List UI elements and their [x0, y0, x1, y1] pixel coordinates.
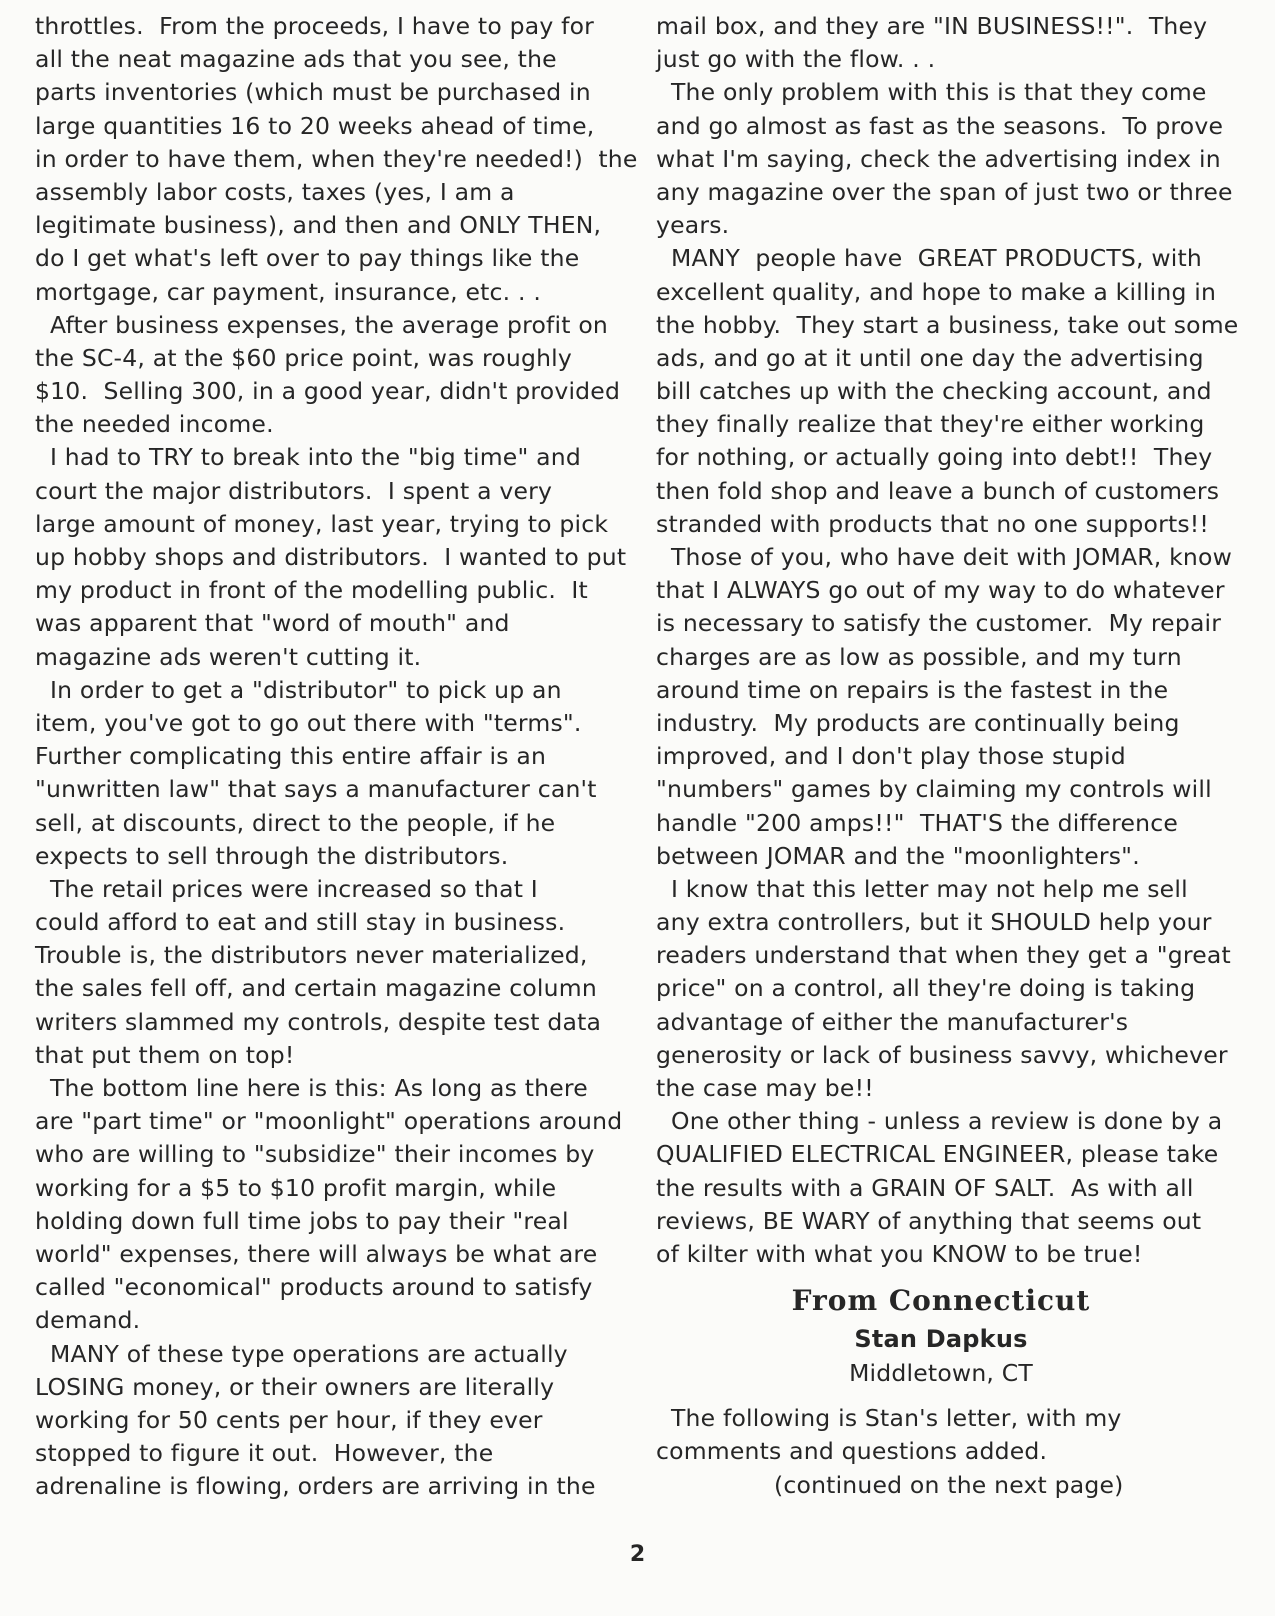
section-heading: From Connecticut: [791, 1284, 1091, 1318]
page-number: 2: [629, 1542, 646, 1567]
text-line: is necessary to satisfy the customer. My repair: [656, 609, 1222, 638]
text-line: of kilter with what you KNOW to be true!: [656, 1239, 1143, 1268]
text-line: industry. My products are continually being: [656, 708, 1180, 737]
continued-note: (continued on the next page): [774, 1470, 1124, 1499]
text-line: any extra controllers, but it SHOULD help your: [656, 908, 1212, 937]
text-line: mortgage, car payment, insurance, etc. . .: [35, 277, 542, 306]
text-line: comments and questions added.: [656, 1437, 1048, 1466]
right-column-body: [656, 10, 1239, 1271]
text-line: "numbers" games by claiming my controls will: [656, 775, 1212, 804]
text-line: readers understand that when they get a "great: [656, 941, 1231, 970]
text-line: around time on repairs is the fastest in the: [656, 675, 1169, 704]
text-line: who are willing to "subsidize" their incomes by: [35, 1140, 595, 1169]
text-line: QUALIFIED ELECTRICAL ENGINEER, please take: [656, 1140, 1219, 1169]
text-line: handle "200 amps!!" THAT'S the difference: [656, 808, 1178, 837]
text-line: The only problem with this is that they come: [671, 78, 1207, 107]
text-line: LOSING money, or their owners are literally: [35, 1372, 555, 1401]
letter-signature: [656, 1281, 1226, 1390]
text-line: parts inventories (which must be purchased in: [35, 78, 591, 107]
text-line: assembly labor costs, taxes (yes, I am a: [35, 177, 515, 206]
text-line: working for a $5 to $10 profit margin, while: [35, 1173, 557, 1202]
text-line: do I get what's left over to pay things like the: [35, 244, 580, 273]
text-line: expects to sell through the distributors.: [35, 841, 509, 870]
text-line: then fold shop and leave a bunch of customers: [656, 476, 1220, 505]
text-line: that put them on top!: [35, 1040, 295, 1069]
text-line: adrenaline is flowing, orders are arriving in the: [35, 1472, 596, 1501]
text-line: reviews, BE WARY of anything that seems out: [656, 1206, 1202, 1235]
text-line: the hobby. They start a business, take out some: [656, 310, 1239, 339]
text-line: bill catches up with the checking account, and: [656, 377, 1212, 406]
text-line: charges are as low as possible, and my turn: [656, 642, 1182, 671]
text-line: Trouble is, the distributors never materialized,: [35, 941, 588, 970]
text-line: I had to TRY to break into the "big time" and: [50, 443, 581, 472]
text-line: In order to get a "distributor" to pick up an: [50, 675, 562, 704]
text-line: The bottom line here is this: As long as there: [50, 1074, 588, 1102]
text-line: Further complicating this entire affair is an: [35, 742, 547, 771]
text-line: are "part time" or "moonlight" operations around: [35, 1107, 623, 1136]
text-line: stranded with products that no one supports!!: [656, 509, 1210, 538]
author-location: Middletown, CT: [849, 1359, 1033, 1388]
text-line: writers slammed my controls, despite test data: [35, 1007, 602, 1036]
text-line: legitimate business), and then and ONLY THEN,: [35, 211, 602, 240]
text-line: throttles. From the proceeds, I have to pay for: [35, 12, 595, 40]
text-line: I know that this letter may not help me sell: [671, 874, 1188, 903]
right-column: [656, 10, 1239, 1502]
text-line: improved, and I don't play those stupid: [656, 742, 1126, 771]
text-line: sell, at discounts, direct to the people, if he: [35, 808, 556, 837]
text-line: in order to have them, when they're needed!) the: [35, 144, 638, 173]
text-line: called "economical" products around to satisfy: [35, 1273, 593, 1302]
text-line: "unwritten law" that says a manufacturer can't: [35, 775, 597, 804]
text-line: the SC-4, at the $60 price point, was roughly: [35, 343, 573, 372]
text-line: After business expenses, the average profit on: [50, 310, 609, 339]
text-line: item, you've got to go out there with "terms".: [35, 708, 582, 737]
text-line: what I'm saying, check the advertising index in: [656, 144, 1221, 173]
text-line: the results with a GRAIN OF SALT. As with all: [656, 1173, 1194, 1202]
text-line: Those of you, who have deit with JOMAR, know: [671, 543, 1232, 571]
text-line: $10. Selling 300, in a good year, didn't provided: [35, 377, 621, 406]
text-line: The following is Stan's letter, with my: [671, 1404, 1122, 1433]
text-line: stopped to figure it out. However, the: [35, 1439, 494, 1468]
text-line: large amount of money, last year, trying to pick: [35, 509, 609, 538]
text-line: and go almost as fast as the seasons. To prove: [656, 111, 1224, 140]
text-line: advantage of either the manufacturer's: [656, 1007, 1129, 1036]
text-line: the sales fell off, and certain magazine column: [35, 974, 597, 1003]
text-line: years.: [656, 211, 730, 240]
text-line: One other thing - unless a review is done by a: [671, 1107, 1223, 1136]
left-column: [35, 10, 638, 1503]
text-line: magazine ads weren't cutting it.: [35, 642, 422, 671]
text-line: price" on a control, all they're doing is taking: [656, 974, 1196, 1003]
text-line: MANY people have GREAT PRODUCTS, with: [671, 244, 1202, 273]
text-line: demand.: [35, 1306, 141, 1335]
text-line: just go with the flow. . .: [656, 45, 936, 74]
text-line: world" expenses, there will always be what are: [35, 1239, 598, 1268]
text-line: working for 50 cents per hour, if they ever: [35, 1405, 543, 1434]
text-line: could afford to eat and still stay in business.: [35, 908, 566, 937]
text-line: that I ALWAYS go out of my way to do whatever: [656, 576, 1225, 605]
text-line: The retail prices were increased so that I: [50, 874, 538, 903]
text-line: my product in front of the modelling public. It: [35, 576, 588, 605]
text-line: all the neat magazine ads that you see, the: [35, 45, 557, 74]
text-line: the case may be!!: [656, 1074, 874, 1102]
text-line: was apparent that "word of mouth" and: [35, 609, 510, 638]
text-line: court the major distributors. I spent a very: [35, 476, 553, 505]
text-line: large quantities 16 to 20 weeks ahead of time,: [35, 111, 595, 140]
text-line: excellent quality, and hope to make a killing in: [656, 277, 1217, 306]
text-line: mail box, and they are "IN BUSINESS!!". They: [656, 12, 1208, 40]
text-line: for nothing, or actually going into debt!! They: [656, 443, 1213, 472]
text-line: between JOMAR and the "moonlighters".: [656, 841, 1140, 870]
text-line: ads, and go at it until one day the advertising: [656, 343, 1204, 372]
text-line: the needed income.: [35, 410, 274, 439]
text-line: generosity or lack of business savvy, whichever: [656, 1040, 1228, 1069]
text-line: up hobby shops and distributors. I wanted to put: [35, 543, 627, 571]
intro-paragraph: [656, 1402, 1226, 1468]
text-line: they finally realize that they're either working: [656, 410, 1205, 439]
text-line: holding down full time jobs to pay their "real: [35, 1206, 569, 1235]
author-name: Stan Dapkus: [854, 1325, 1028, 1354]
text-line: any magazine over the span of just two or three: [656, 177, 1233, 206]
text-line: MANY of these type operations are actually: [50, 1339, 568, 1368]
